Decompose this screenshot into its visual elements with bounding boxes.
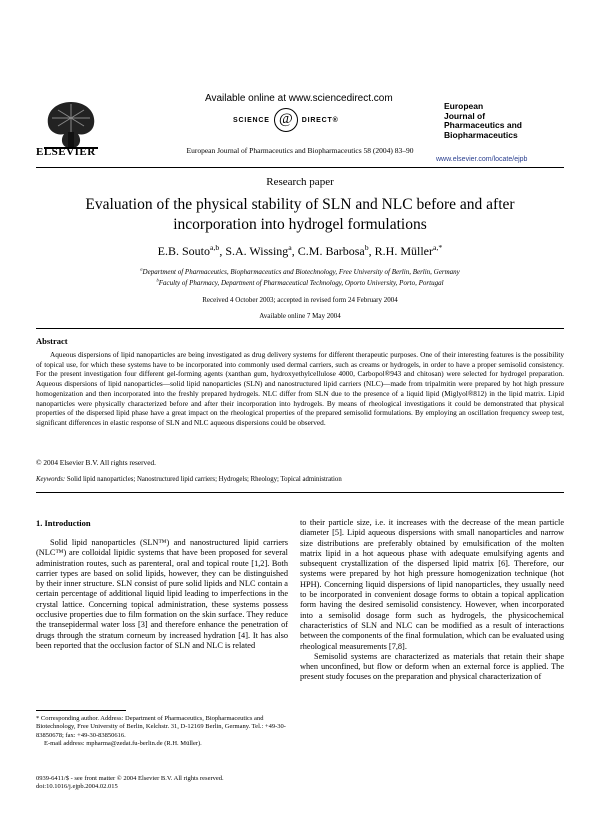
journal-name-line: Biopharmaceutics bbox=[444, 129, 518, 140]
issn-line: 0939-6411/$ - see front matter © 2004 Elsevier B.V. All rights reserved. bbox=[36, 775, 224, 782]
paragraph: Semisolid systems are characterized as materials that retain their shape when unconfined, but flow or deform when an external force is applied. The present study focuses on the preparation and physical characterization of bbox=[300, 651, 564, 682]
affiliation-text: Faculty of Pharmacy, Department of Pharmaceutical Technology, Oporto University, Porto, Portugal bbox=[158, 279, 444, 287]
right-column bbox=[300, 518, 564, 683]
journal-name-block bbox=[444, 102, 554, 140]
received-dates: Received 4 October 2003; accepted in revised form 24 February 2004 bbox=[202, 296, 398, 304]
online-date: Available online 7 May 2004 bbox=[259, 312, 341, 320]
author-sup: a bbox=[288, 243, 292, 252]
footnote bbox=[36, 715, 288, 749]
author-sup: b bbox=[364, 243, 369, 252]
page-footer bbox=[36, 775, 224, 792]
keywords-text: Solid lipid nanoparticles; Nanostructured lipid carriers; Hydrogels; Rheology; Topical administration bbox=[66, 476, 342, 483]
publisher-wordmark: ELSEVIER bbox=[36, 146, 96, 158]
header-divider bbox=[36, 167, 564, 168]
abstract-bottom-rule bbox=[36, 492, 564, 493]
journal-citation: European Journal of Pharmaceutics and Biopharmaceutics 58 (2004) 83–90 bbox=[186, 146, 414, 155]
author-list: E.B. Souto$^{a,b}$, S.A. Wissing$^a$, C.M. Barbosa$^b$, R.H. Müller$^{a,*}$ bbox=[157, 243, 443, 258]
keywords bbox=[36, 476, 342, 483]
author-sup: a,* bbox=[433, 243, 443, 252]
journal-name-line: European bbox=[444, 101, 484, 111]
author-name: S.A. Wissing bbox=[225, 244, 289, 258]
email-note: E-mail address: mpharma@zedat.fu-berlin.de (R.H. Müller). bbox=[44, 740, 202, 748]
paragraph: to their particle size, i.e. it increases with the decrease of the mean particle diameter [5]. Lipid aqueous dispersions with small nanoparticles and narrow size distributions are preferably obtained by emulsification of the molten matrix lipid in a hot aqueous phase with adequate emulsifying agents and subsequent crystallization of the dispersed lipid matrix [6]. Therefore, our systems were prepared by hot high pressure homogenization technique (hot HPH). Concerning liquid dispersions of lipid nanoparticles, they usually need to be incorporated in convenient dosage forms to obtain a topical application form having the desired semisolid consistency. However, when incorporated into a semisolid dosage form such as hydrogels, the physicochemical characteristics of SLN and NLC can be modified as a result of interactions between the components of the final formulation, which can be evaluated using rheological measurements [7,8]. bbox=[300, 518, 564, 651]
author-name: R.H. Müller bbox=[374, 244, 434, 258]
doi-line: doi:10.1016/j.ejpb.2004.02.015 bbox=[36, 783, 118, 791]
affiliation-b bbox=[40, 279, 560, 287]
article-title: Evaluation of the physical stability of SLN and NLC before and after incorporation into hydrogel formulations bbox=[85, 196, 515, 233]
author-name: E.B. Souto bbox=[157, 244, 210, 258]
affiliation-a bbox=[40, 268, 560, 276]
journal-url-link[interactable]: www.elsevier.com/locate/ejpb bbox=[436, 156, 528, 163]
sciencedirect-logo bbox=[233, 108, 339, 132]
section-heading: 1. Introduction bbox=[36, 518, 91, 528]
elsevier-tree-logo bbox=[38, 96, 104, 150]
abstract-body: Aqueous dispersions of lipid nanoparticles are being investigated as drug delivery systems for different therapeutic purposes. One of their interesting features is the possibility of topical use, for which these systems have to be incorporated into commonly used dermal carriers, such as creams or hydrogels, in order to have a proper semisolid consistency. For the present investigation four different gel-forming agents (xanthan gum, hydroxyethylcellulose 4000, Carbopol®943 and chitosan) were selected for hydrogel preparation. Aqueous dispersions of lipid nanoparticles—solid lipid nanoparticles (SLN) and nanostructured lipid carriers (NLC)—made from tripalmitin were prepared by hot high pressure homogenization and then incorporated into the freshly prepared hydrogels. NLC differ from SLN due to the presence of a liquid lipid (Miglyol®812) in the lipid matrix. Lipid nanoparticles were physically characterized before and after their incorporation into hydrogels. By means of rheological investigations it could be demonstrated that physical properties of the dispersed lipid phase have a great impact on the rheological properties of the prepared semisolid formulations. By employing an oscillation frequency sweep test, significant differences in elastic response of SLN and NLC aqueous dispersions could be observed. bbox=[36, 350, 564, 427]
author-name: C.M. Barbosa bbox=[297, 244, 365, 258]
footnote-rule bbox=[36, 710, 126, 711]
affiliation-text: Department of Pharmaceutics, Biopharmaceutics and Biotechnology, Free University of Berlin, Berlin, Germany bbox=[142, 268, 460, 276]
sd-left-text: SCIENCE bbox=[233, 116, 270, 124]
author-sup: a,b bbox=[210, 243, 220, 252]
journal-name-line: Pharmaceutics and bbox=[444, 120, 522, 130]
keywords-label: Keywords: bbox=[36, 476, 66, 483]
sd-right-text: DIRECT® bbox=[301, 116, 339, 124]
article-type: Research paper bbox=[266, 176, 334, 188]
affiliation-mark: a bbox=[140, 266, 143, 272]
abstract-top-rule bbox=[36, 328, 564, 329]
corresponding-author-note: * Corresponding author. Address: Department of Pharmaceutics, Biopharmaceutics and Biotechnology, Free University of Berlin, Kelchstr. 31, D-12169 Berlin, Germany. Tel.: +49-30-83850678; fax: +49-30-83850616. bbox=[36, 715, 286, 739]
sd-at-icon: @ bbox=[274, 108, 298, 132]
left-column bbox=[36, 538, 288, 651]
paragraph: Solid lipid nanoparticles (SLN™) and nanostructured lipid carriers (NLC™) are colloidal lipidic systems that have been proposed for several administration routes, such as parenteral, oral and topical route [1,2]. Both carrier types are based on solid lipids, however, they can be distinguished by their inner structure. SLN consist of pure solid lipids and NLC contain a certain percentage of additional liquid lipid leading to imperfections in the crystal lattice. Concerning topical administration, these systems possess occlusive properties due to film formation on the skin surface. They reduce the transepidermal water loss [3] and therefore enhance the penetration of drugs through the stratum corneum by increased hydration [4]. It has also been reported that the occlusion factor of SLN and NLC is related bbox=[36, 538, 288, 650]
abstract-copyright: © 2004 Elsevier B.V. All rights reserved. bbox=[36, 458, 156, 467]
available-online-text: Available online at www.sciencedirect.com bbox=[205, 93, 393, 104]
journal-name-line: Journal of bbox=[444, 110, 486, 121]
affiliation-mark: b bbox=[156, 277, 159, 283]
abstract-heading: Abstract bbox=[36, 336, 68, 346]
